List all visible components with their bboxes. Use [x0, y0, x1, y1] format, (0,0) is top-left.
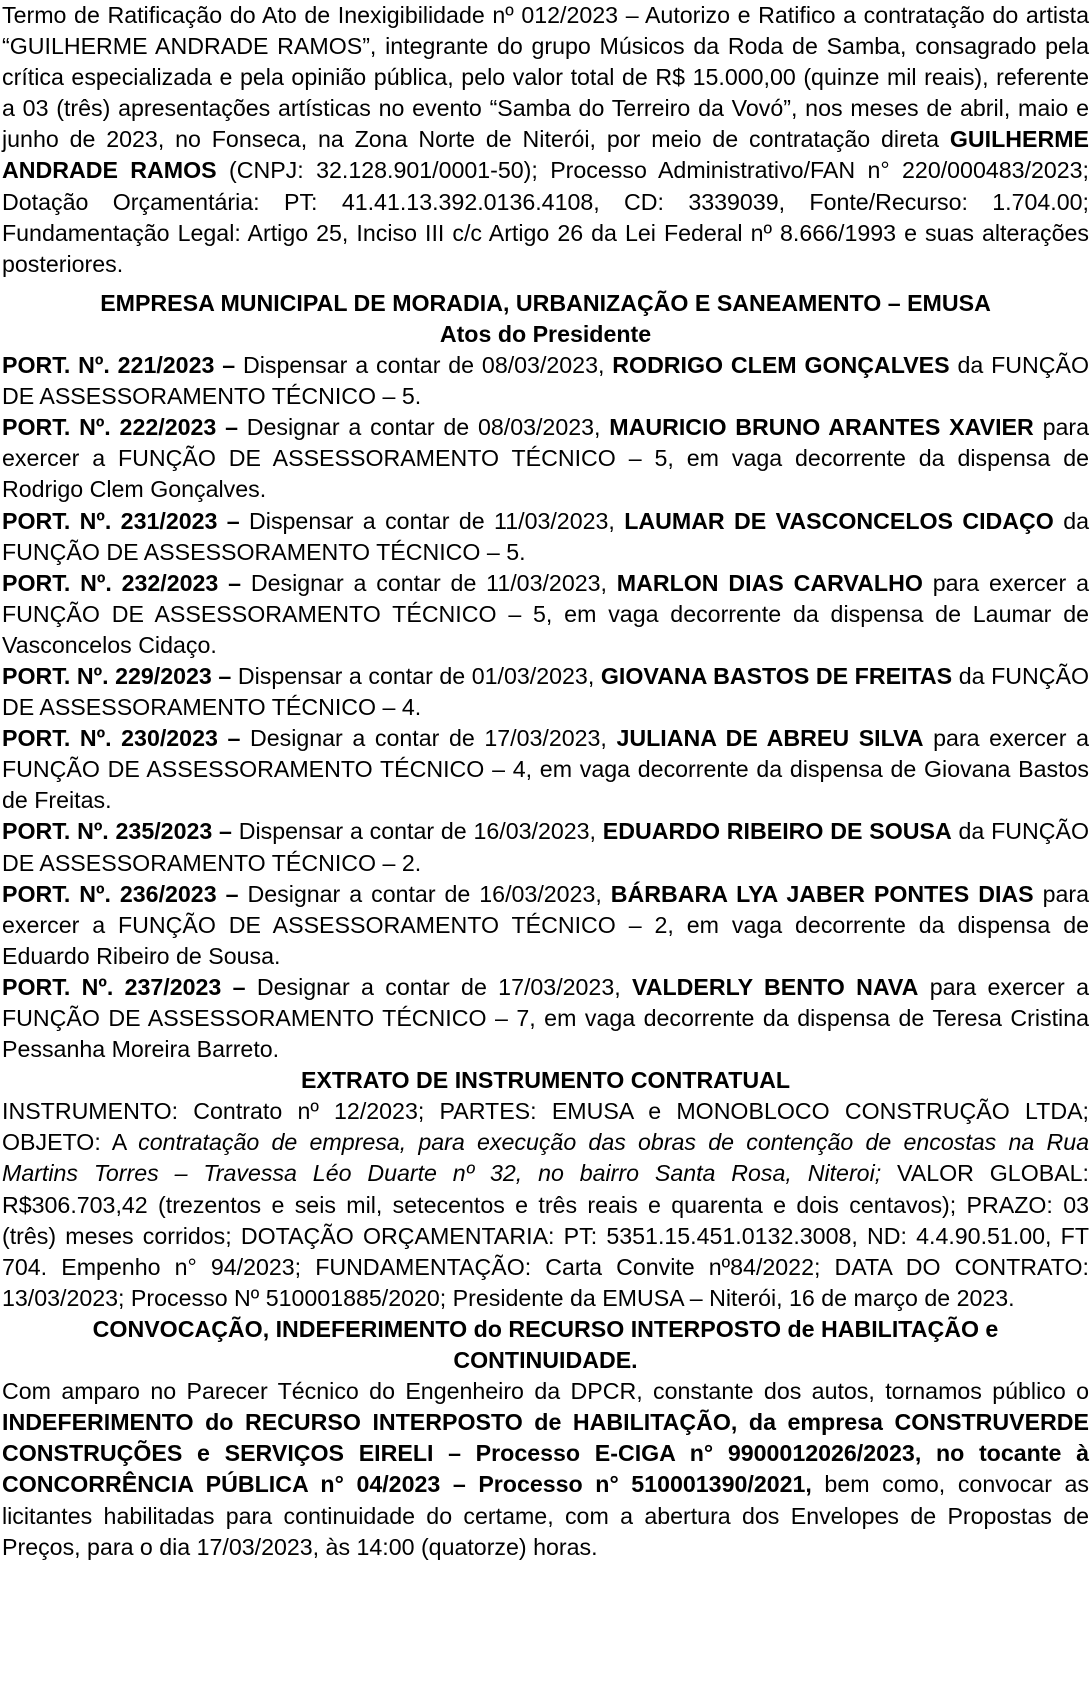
portaria-number: PORT. Nº. 222/2023 – — [2, 414, 238, 441]
portaria-person-name: EDUARDO RIBEIRO DE SOUSA — [602, 818, 952, 845]
portaria-person-name: BÁRBARA LYA JABER PONTES DIAS — [610, 880, 1034, 907]
extrato-title: EXTRATO DE INSTRUMENTO CONTRATUAL — [300, 1067, 791, 1094]
ratificacao-text: Termo de Ratificação do Ato de Inexigibilidade nº 012/2023 – Autorizo e Ratifico a contratação do artista “GUILHERME ANDRADE RAMOS”, integrante do grupo Músicos da Roda de Samba, consagrado pela crítica especializada e pela opinião pública, pelo valor total de R$ 15.000,00 (quinze mil reais), referente a 03 (três) apresentações artísticas no evento “Samba do Terreiro da Vovó”, nos meses de abril, maio e junho de 2023, no Fonseca, na Zona Norte de Niterói, por meio de contratação direta — [2, 2, 1089, 153]
convocacao-rest: bem como, convocar as licitantes habilitadas para continuidade do certame, com a abertura dos Envelopes de Propostas de Preços, para o dia 17/03/2023, às 14:00 (quatorze) horas. — [2, 1471, 1089, 1560]
portaria-action: Designar a contar de 17/03/2023, — [245, 973, 633, 1000]
portaria-detail: para exercer a FUNÇÃO DE ASSESSORAMENTO TÉCNICO – 5, em vaga decorrente da dispensa de Laumar de Vasconcelos Cidaço. — [2, 569, 1089, 658]
portaria-person-name: MAURICIO BRUNO ARANTES XAVIER — [609, 414, 1034, 441]
extrato-objeto: contratação de empresa, para execução das obras de contenção de encostas na Rua Martins Torres – Travessa Léo Duarte nº 32, no bairro Santa Rosa, Niteroi; — [2, 1129, 1089, 1187]
portaria-detail: para exercer a FUNÇÃO DE ASSESSORAMENTO TÉCNICO – 2, em vaga decorrente da dispensa de Eduardo Ribeiro de Sousa. — [2, 880, 1090, 969]
portaria-number: PORT. Nº. 232/2023 – — [2, 569, 242, 596]
portaria-action: Designar a contar de 08/03/2023, — [237, 414, 610, 441]
portaria-detail: para exercer a FUNÇÃO DE ASSESSORAMENTO TÉCNICO – 7, em vaga decorrente da dispensa de Teresa Cristina Pessanha Moreira Barreto. — [2, 973, 1090, 1063]
spacer — [2, 280, 1089, 288]
portaria-detail: para exercer a FUNÇÃO DE ASSESSORAMENTO TÉCNICO – 4, em vaga decorrente da dispensa de Giovana Bastos de Freitas. — [2, 725, 1089, 814]
portaria-detail: da FUNÇÃO DE ASSESSORAMENTO TÉCNICO – 5. — [2, 507, 1090, 565]
extrato-rest: VALOR GLOBAL: R$306.703,42 (trezentos e seis mil, setecentos e três reais e quarenta e dois centavos); PRAZO: 03 (três) meses corridos; DOTAÇÃO ORÇAMENTARIA: PT: 5351.15.451.0132.3008, ND: 4.4.90.51.00, FT 704. Empenho n° 94/2023; FUNDAMENTAÇÃO: Carta Convite nº84/2022; DATA DO CONTRATO: 13/03/2023; Processo Nº 510001885/2020; Presidente da EMUSA – Niterói, 16 de março de 2023. — [2, 1160, 1089, 1311]
portaria-number: PORT. Nº. 237/2023 – — [2, 973, 246, 1000]
portaria-item — [2, 879, 1089, 972]
portaria-item — [2, 723, 1089, 816]
portaria-person-name: RODRIGO CLEM GONÇALVES — [612, 352, 950, 379]
portaria-person-name: JULIANA DE ABREU SILVA — [616, 725, 924, 752]
portaria-action: Designar a contar de 11/03/2023, — [241, 569, 617, 596]
convocacao-paragraph — [2, 1376, 1089, 1563]
portaria-detail: da FUNÇÃO DE ASSESSORAMENTO TÉCNICO – 5. — [2, 352, 1090, 410]
portaria-number: PORT. Nº. 230/2023 – — [2, 725, 241, 752]
portaria-number: PORT. Nº. 231/2023 – — [2, 507, 240, 534]
convocacao-title: CONVOCAÇÃO, INDEFERIMENTO do RECURSO INTERPOSTO de HABILITAÇÃO e CONTINUIDADE. — [92, 1315, 999, 1374]
emusa-subtitle: Atos do Presidente — [439, 320, 652, 347]
portaria-item — [2, 412, 1089, 505]
portaria-detail: para exercer a FUNÇÃO DE ASSESSORAMENTO TÉCNICO – 5, em vaga decorrente da dispensa de Rodrigo Clem Gonçalves. — [2, 414, 1090, 503]
portaria-number: PORT. Nº. 221/2023 – — [2, 352, 236, 379]
portaria-action: Designar a contar de 16/03/2023, — [238, 880, 611, 907]
ratificacao-paragraph — [2, 0, 1089, 280]
ratificacao-contractor-name: GUILHERME ANDRADE RAMOS — [2, 126, 1089, 184]
portaria-number: PORT. Nº. 236/2023 – — [2, 880, 239, 907]
convocacao-lead: Com amparo no Parecer Técnico do Engenheiro da DPCR, constante dos autos, tornamos público o — [2, 1378, 1089, 1405]
portaria-person-name: LAUMAR DE VASCONCELOS CIDAÇO — [624, 507, 1054, 534]
portaria-item — [2, 816, 1089, 878]
extrato-lead: INSTRUMENTO: Contrato nº 12/2023; PARTES: EMUSA e MONOBLOCO CONSTRUÇÃO LTDA; OBJETO: A — [2, 1098, 1089, 1156]
portaria-item — [2, 506, 1089, 568]
portaria-action: Dispensar a contar de 11/03/2023, — [239, 507, 625, 534]
portaria-person-name: VALDERLY BENTO NAVA — [632, 973, 919, 1000]
ratificacao-text-after: (CNPJ: 32.128.901/0001-50); Processo Administrativo/FAN n° 220/000483/2023; Dotação Orçamentária: PT: 41.41.13.392.0136.4108, CD: 3339039, Fonte/Recurso: 1.704.00; Fundamentação Legal: Artigo 25, Inciso III c/c Artigo 26 da Lei Federal nº 8.666/1993 e suas alterações posteriores. — [2, 157, 1089, 277]
portaria-person-name: MARLON DIAS CARVALHO — [616, 569, 923, 596]
portaria-action: Dispensar a contar de 16/03/2023, — [231, 818, 603, 845]
portaria-item — [2, 661, 1089, 723]
portaria-number: PORT. Nº. 229/2023 – — [2, 662, 232, 689]
portaria-action: Dispensar a contar de 08/03/2023, — [235, 352, 613, 379]
portaria-action: Dispensar a contar de 01/03/2023, — [231, 662, 601, 689]
portaria-item — [2, 350, 1089, 412]
portaria-item — [2, 972, 1089, 1065]
convocacao-bold: INDEFERIMENTO do RECURSO INTERPOSTO de HABILITAÇÃO, da empresa CONSTRUVERDE CONSTRUÇÕES e SERVIÇOS EIRELI – Processo E-CIGA n° 9900012026/2023, no tocante à CONCORRÊNCIA PÚBLICA n° 04/2023 – Processo n° 510001390/2021, — [2, 1409, 1089, 1498]
portaria-item — [2, 568, 1089, 661]
portaria-action: Designar a contar de 17/03/2023, — [240, 725, 617, 752]
extrato-paragraph — [2, 1096, 1089, 1314]
portaria-detail: da FUNÇÃO DE ASSESSORAMENTO TÉCNICO – 4. — [2, 662, 1090, 721]
portaria-detail: da FUNÇÃO DE ASSESSORAMENTO TÉCNICO – 2. — [2, 818, 1089, 876]
portaria-number: PORT. Nº. 235/2023 – — [2, 818, 232, 845]
portaria-person-name: GIOVANA BASTOS DE FREITAS — [600, 662, 953, 689]
emusa-title: EMPRESA MUNICIPAL DE MORADIA, URBANIZAÇÃO E SANEAMENTO – EMUSA — [100, 289, 991, 316]
